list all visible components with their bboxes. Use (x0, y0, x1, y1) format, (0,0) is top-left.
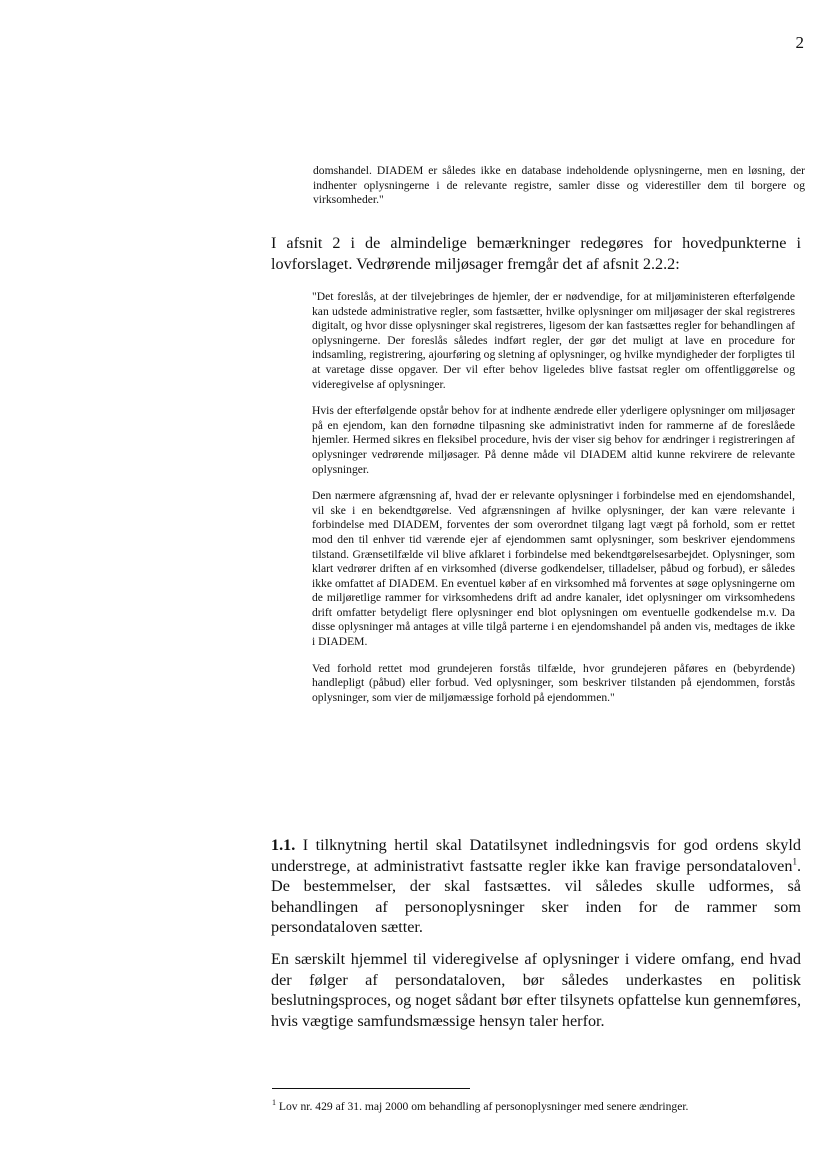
closing-paragraph-text: En særskilt hjemmel til videregivelse af oplysninger i videre omfang, end hvad der følger af persondataloven, bør således underkastes en politisk beslutningsproces, og noget sådant bør efter tilsynets opfattelse kun gennemføres, hvis vægtige samfundsmæssige hensyn taler herfor. (271, 950, 802, 1030)
section-number: 1.1. (271, 836, 296, 854)
quote-paragraph-3: Den nærmere afgrænsning af, hvad der er relevante oplysninger i forbindelse med en ejendomshandel, vil ske i en bekendtgørelse. Ved afgrænsningen af hvilke oplysninger, der kan være relevante i forbindelse med DIADEM, forventes der som overordnet tilgang lagt vægt på forhold, som er rettet mod den til enhver tid værende ejer af ejendommen samt oplysninger, som beskriver ejendommens tilstand. Grænsetilfælde vil blive afklaret i forbindelse med bekendtgørelsesarbejdet. Oplysninger, som klart vedrører driften af en virksomhed (diverse godkendelser, tilladelser, påbud og forbud), er således ikke omfattet af DIADEM. En eventuel køber af en virksomhed må forventes at søge oplysningerne om de miljøretlige rammer for virksomhedens drift ad andre kanaler, idet oplysninger om virksomhedens drift omfatter betydeligt flere oplysninger end blot oplysningen om eventuelle godkendelse m.v. Da disse oplysninger må antages at ville tilgå parterne i en ejendomshandel på anden vis, medtages de ikke i DIADEM. (312, 489, 795, 649)
quote-paragraph-2: Hvis der efterfølgende opstår behov for at indhente ændrede eller yderligere oplysninger om miljøsager på en ejendom, kan den fornødne tilpasning ske administrativt inden for rammerne af de foreslåede hjemler. Hermed sikres en fleksibel procedure, hvis der viser sig behov for ændringer i registreringen af oplysninger vedrørende miljøsager. På denne måde vil DIADEM altid kunne rekvirere de relevante oplysninger. (312, 404, 795, 476)
quote-paragraph-1: "Det foreslås, at der tilvejebringes de hjemler, der er nødvendige, for at miljøministeren efterfølgende kan udstede administrative regler, som fastsætter, hvilke oplysninger om miljøsager der skal registreres digitalt, og hvor disse oplysninger skal registreres, ligesom der kan fastsættes regler for behandlingen af oplysningerne. Der foreslås således indført regler, der gør det muligt at lave en procedure for indsamling, registrering, ajourføring og sletning af oplysninger, og hvilke myndigheder der forpligtes til at varetage disse opgaver. Der vil efter behov ligeledes blive fastsat regler om offentliggørelse og videregivelse af oplysninger. (312, 290, 795, 391)
page-number: 2 (795, 33, 804, 52)
footnote-text: Lov nr. 429 af 31. maj 2000 om behandling af personoplysninger med senere ændringer. (276, 1100, 689, 1113)
footnote-marker: 1 (272, 1098, 276, 1108)
quote-paragraph-4: Ved forhold rettet mod grundejeren forstås tilfælde, hvor grundejeren påføres en (bebyrdende) handlepligt (påbud) eller forbud. Ved oplysninger, som beskriver tilstanden på ejendommen, forstås oplysninger, som vier de miljømæssige forhold på ejendommen." (312, 661, 795, 704)
footnote-reference: 1 (792, 856, 797, 867)
intro-paragraph (271, 233, 801, 274)
section-1-1 (271, 835, 801, 938)
section-1-1-paragraph (271, 835, 801, 938)
footnote-divider (272, 1088, 470, 1089)
quote-continuation (313, 164, 805, 208)
section-1-1-text-before-ref: I tilknytning hertil skal Datatilsynet indledningsvis for god ordens skyld understrege, at administrativt fastsatte regler ikke kan fravige persondataloven (271, 836, 801, 875)
footnote (272, 1100, 802, 1114)
block-quote (312, 290, 795, 717)
intro-text: I afsnit 2 i de almindelige bemærkninger redegøres for hovedpunkterne i lovforslaget. Vedrørende miljøsager fremgår det af afsnit 2.2.2: (271, 234, 801, 273)
section-1-1-text-after-ref: . De bestemmelser, der skal fastsættes. vil således skulle udformes, så behandlingen af personoplysninger sker inden for de rammer som persondataloven sætter. (271, 856, 801, 936)
quote-continuation-text: domshandel. DIADEM er således ikke en database indeholdende oplysningerne, men en løsning, der indhenter oplysningerne i de relevante registre, samler disse og viderestiller dem til borgere og virksomheder." (313, 164, 805, 207)
closing-paragraph (271, 949, 801, 1031)
